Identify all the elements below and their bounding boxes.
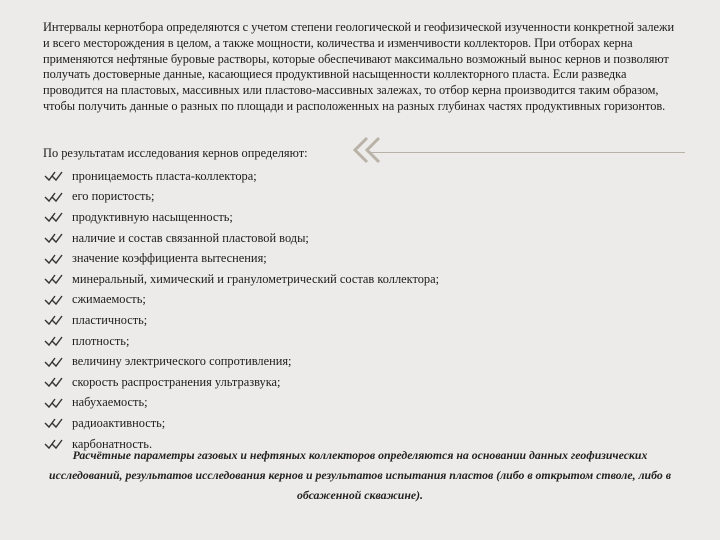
list-item (44, 207, 684, 228)
list-item-text: проницаемость пласта-коллектора; (72, 168, 257, 183)
bullet-icon (44, 313, 72, 327)
property-list (44, 166, 684, 454)
decorative-divider (370, 152, 685, 153)
list-item (44, 248, 684, 269)
list-item (44, 290, 684, 311)
list-item-text: скорость распространения ультразвука; (72, 374, 281, 389)
bullet-icon (44, 210, 72, 224)
list-item (44, 393, 684, 414)
bullet-icon (44, 416, 72, 430)
bullet-icon (44, 334, 72, 348)
list-item (44, 413, 684, 434)
bullet-icon (44, 169, 72, 183)
list-item (44, 310, 684, 331)
body-paragraph: Интервалы кернотбора определяются с учетом степени геологической и геофизической изученности конкретной залежи и всего месторождения в целом, а также мощности, количества и изменчивости коллекторов. При отборах керна применяются нефтяные буровые растворы, которые обеспечивают максимально возможный вынос кернов и позволяют получать достоверные данные, касающиеся продуктивной насыщенности коллекторного пласта. Если разведка проводится на пластовых, массивных или пластово-массивных залежах, то отбор керна производится таким образом, чтобы получить данные о разных по площади и расположенных на разных глубинах частях продуктивных горизонтов. (43, 20, 675, 113)
bullet-icon (44, 355, 72, 369)
list-item (44, 331, 684, 352)
list-item (44, 187, 684, 208)
list-item-text: его пористость; (72, 189, 155, 204)
bullet-icon (44, 272, 72, 286)
list-item-text: радиоактивность; (72, 415, 166, 430)
list-item-text: минеральный, химический и гранулометрический состав коллектора; (72, 271, 440, 286)
double-chevron-ornament-icon (345, 134, 387, 166)
list-intro: По результатам исследования кернов определяют: (43, 146, 308, 160)
bullet-icon (44, 396, 72, 410)
list-item-text: набухаемость; (72, 395, 148, 410)
summary-note: Расчётные параметры газовых и нефтяных коллекторов определяются на основании данных геофизических исследований, результатов исследования кернов и результатов испытания пластов (либо в открытом стволе, либо в обсаженной скважине). (49, 448, 671, 502)
list-item-text: наличие и состав связанной пластовой воды; (72, 230, 309, 245)
list-item-text: величину электрического сопротивления; (72, 354, 292, 369)
list-item-text: карбонатность. (72, 436, 153, 451)
bullet-icon (44, 190, 72, 204)
list-item-text: пластичность; (72, 312, 148, 327)
list-item (44, 228, 684, 249)
list-item-text: плотность; (72, 333, 130, 348)
list-item (44, 269, 684, 290)
bullet-icon (44, 231, 72, 245)
bullet-icon (44, 252, 72, 266)
bullet-icon (44, 375, 72, 389)
bullet-icon (44, 293, 72, 307)
list-item (44, 372, 684, 393)
list-item-text: значение коэффициента вытеснения; (72, 251, 267, 266)
list-item-text: сжимаемость; (72, 292, 146, 307)
list-item (44, 351, 684, 372)
list-item-text: продуктивную насыщенность; (72, 209, 233, 224)
list-item (44, 166, 684, 187)
